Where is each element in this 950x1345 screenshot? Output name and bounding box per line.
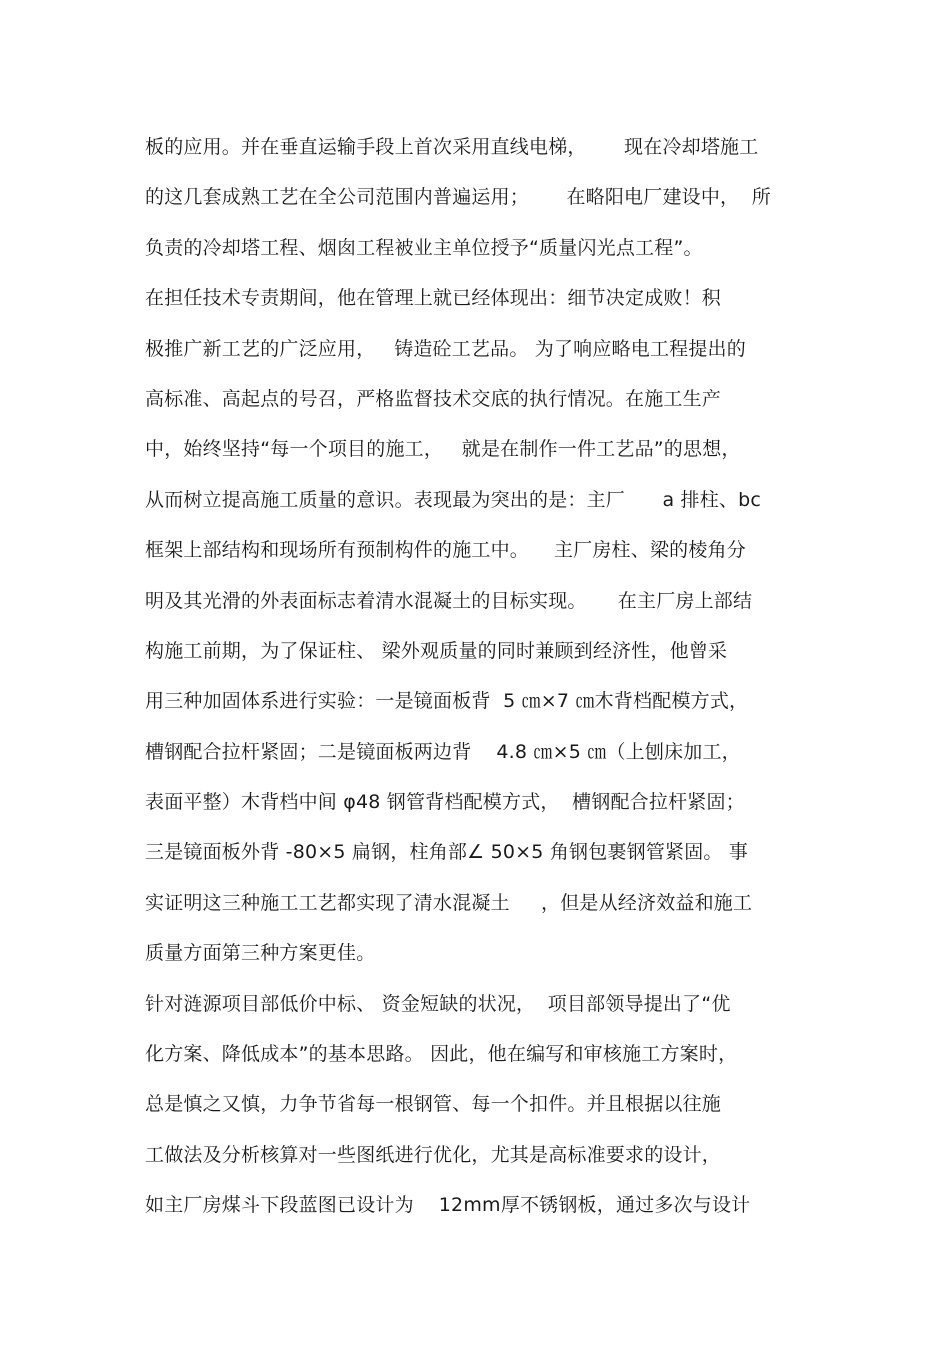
text-line: 质量方面第三种方案更佳。 <box>145 942 376 965</box>
text-line: 的这几套成熟工艺在全公司范围内普遍运用； 在略阳电厂建设中， 所 <box>145 186 771 209</box>
text-line: 中，始终坚持“每一个项目的施工， 就是在制作一件工艺品”的思想， <box>145 438 741 461</box>
text-line: 板的应用。并在垂直运输手段上首次采用直线电梯， 现在冷却塔施工 <box>145 136 759 158</box>
text-line: 负责的冷却塔工程、烟囱工程被业主单位授予“质量闪光点工程”。 <box>145 236 703 259</box>
text-line: 化方案、降低成本”的基本思路。 因此，他在编写和审核施工方案时， <box>145 1043 738 1066</box>
text-line: 高标准、高起点的号召，严格监督技术交底的执行情况。在施工生产 <box>145 387 722 410</box>
text-line: 极推广新工艺的广泛应用， 铸造砼工艺品。 为了响应略电工程提出的 <box>145 337 746 360</box>
text-line: 工做法及分析核算对一些图纸进行优化，尤其是高标准要求的设计， <box>145 1143 722 1166</box>
text-line: 明及其光滑的外表面标志着清水混凝土的目标实现。 在主厂房上部结 <box>145 589 753 612</box>
text-line: 针对涟源项目部低价中标、 资金短缺的状况， 项目部领导提出了“优 <box>145 992 731 1015</box>
text-line: 构施工前期，为了保证柱、 梁外观质量的同时兼顾到经济性，他曾采 <box>145 639 728 662</box>
text-line: 框架上部结构和现场所有预制构件的施工中。 主厂房柱、梁的棱角分 <box>145 539 746 562</box>
text-line: 用三种加固体系进行实验：一是镜面板背 5 ㎝×7 ㎝木背档配模方式， <box>145 690 749 713</box>
text-line: 总是慎之又慎，力争节省每一根钢管、每一个扣件。并且根据以往施 <box>145 1093 722 1116</box>
body-text <box>145 122 825 1231</box>
text-line: 槽钢配合拉杆紧固；二是镜面板两边背 4.8 ㎝×5 ㎝（上刨床加工， <box>145 740 741 763</box>
text-line: 三是镜面板外背 -80×5 扁钢，柱角部∠ 50×5 角钢包裹钢管紧固。 事 <box>145 841 749 864</box>
text-line: 如主厂房煤斗下段蓝图已设计为 12mm厚不锈钢板，通过多次与设计 <box>145 1194 751 1217</box>
text-line: 实证明这三种施工工艺都实现了清水混凝土 ，但是从经济效益和施工 <box>145 891 753 914</box>
text-line: 从而树立提高施工质量的意识。表现最为突出的是：主厂 a 排柱、bc <box>145 488 762 511</box>
text-line: 在担任技术专责期间，他在管理上就已经体现出：细节决定成败！积 <box>145 287 722 310</box>
text-line: 表面平整）木背档中间 φ48 钢管背档配模方式， 槽钢配合拉杆紧固； <box>145 791 745 814</box>
